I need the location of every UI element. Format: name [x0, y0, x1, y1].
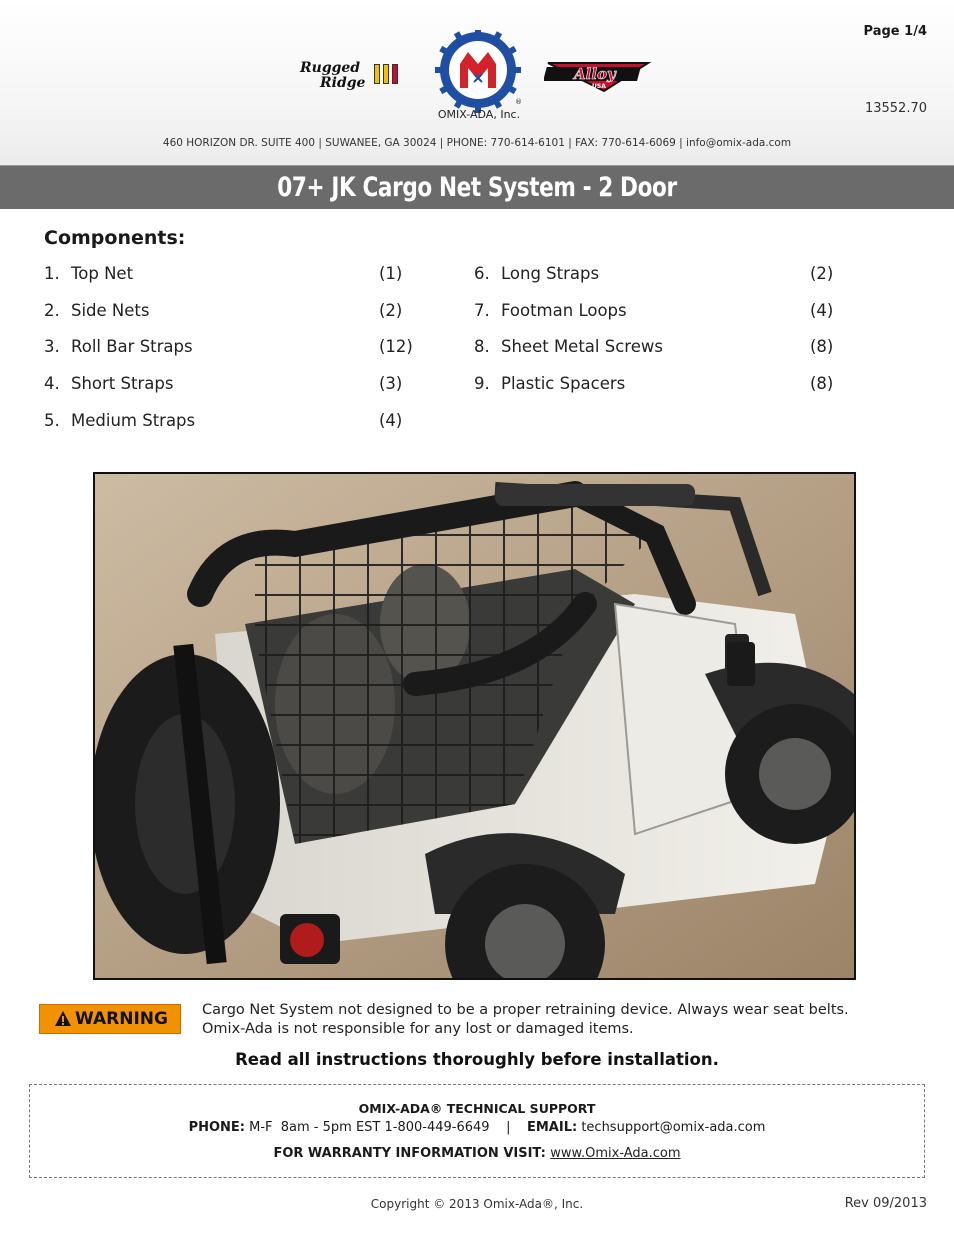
warranty-link[interactable]: www.Omix-Ada.com [550, 1146, 681, 1161]
component-number: 4. [44, 374, 60, 394]
title-bar [0, 165, 954, 209]
rugged-ridge-logo-line2: Ridge [320, 75, 366, 91]
component-number: 1. [44, 264, 60, 283]
email-label: EMAIL: [526, 1120, 578, 1135]
read-instructions-note: Read all instructions thoroughly before installation. [235, 1050, 719, 1069]
component-item [44, 411, 416, 448]
component-number: 6. [474, 264, 490, 283]
component-quantity: (2) [379, 300, 403, 320]
component-item [474, 301, 836, 338]
warning-triangle-icon [54, 1010, 72, 1028]
omix-ada-logo-text: OMIX-ADA, Inc. [437, 108, 521, 121]
warning-badge [39, 1004, 181, 1034]
company-address: 460 HORIZON DR. SUITE 400 | SUWANEE, GA 30024 | PHONE: 770-614-6101 | FAX: 770-614-6069 | info@omix-ada.com [162, 137, 792, 149]
component-name: Long Straps [501, 264, 600, 283]
page-number: Page 1/4 [863, 24, 927, 39]
components-list-left [44, 264, 416, 447]
email-value[interactable]: techsupport@omix-ada.com [577, 1120, 766, 1135]
phone-value: M-F 8am - 5pm EST 1-800-449-6649 | [244, 1120, 527, 1135]
component-quantity: (4) [810, 300, 834, 320]
component-quantity: (8) [810, 374, 834, 394]
component-name: Top Net [71, 264, 134, 283]
support-contact-line [30, 1120, 924, 1135]
component-quantity: (4) [379, 410, 403, 430]
warranty-line [30, 1146, 924, 1161]
component-quantity: (3) [379, 374, 403, 394]
component-quantity: (1) [379, 264, 403, 283]
component-quantity: (12) [379, 337, 413, 357]
component-name: Footman Loops [501, 300, 627, 320]
component-name: Roll Bar Straps [71, 337, 193, 357]
alloy-logo-text: Alloy [574, 65, 616, 83]
warranty-label: FOR WARRANTY INFORMATION VISIT: [273, 1146, 551, 1161]
component-item [474, 337, 836, 374]
component-item [44, 301, 416, 338]
technical-support-box [29, 1084, 925, 1178]
rugged-ridge-logo-line1: Rugged [300, 60, 361, 76]
copyright: Copyright © 2013 Omix-Ada®, Inc. [370, 1197, 584, 1211]
component-name: Sheet Metal Screws [501, 337, 663, 357]
component-number: 7. [474, 300, 490, 320]
alloy-logo-sub: USA [592, 83, 606, 90]
alloy-usa-logo-icon [544, 55, 652, 95]
revision-date: Rev 09/2013 [844, 1196, 927, 1211]
component-quantity: (2) [810, 264, 834, 283]
warning-text: Cargo Net System not designed to be a proper retraining device. Always wear seat belts. Omix-Ada is not responsible for any lost or damaged items. [202, 1002, 849, 1037]
support-title: OMIX-ADA® TECHNICAL SUPPORT [358, 1101, 596, 1116]
warning-label: WARNING [75, 1009, 168, 1029]
components-heading: Components: [44, 227, 186, 249]
component-item [44, 337, 416, 374]
components-list-right [474, 264, 836, 411]
component-number: 3. [44, 337, 60, 357]
phone-label: PHONE: [188, 1120, 245, 1135]
product-photo [93, 472, 856, 980]
component-name: Side Nets [71, 300, 150, 320]
component-item [474, 264, 836, 301]
document-header [0, 0, 954, 165]
component-number: 9. [474, 374, 490, 394]
component-number: 5. [44, 410, 60, 430]
component-name: Medium Straps [71, 410, 196, 430]
component-name: Plastic Spacers [501, 374, 626, 394]
rugged-ridge-bars-icon [374, 64, 398, 84]
rugged-ridge-logo [298, 60, 416, 94]
component-number: 8. [474, 337, 490, 357]
jeep-cargo-net-illustration [95, 474, 854, 978]
component-item [44, 374, 416, 411]
svg-text:®: ® [515, 98, 522, 106]
component-number: 2. [44, 300, 60, 320]
component-name: Short Straps [71, 374, 174, 394]
part-number: 13552.70 [864, 101, 927, 116]
document-title: 07+ JK Cargo Net System - 2 Door [277, 172, 677, 203]
component-quantity: (8) [810, 337, 834, 357]
component-item [474, 374, 836, 411]
component-item [44, 264, 416, 301]
